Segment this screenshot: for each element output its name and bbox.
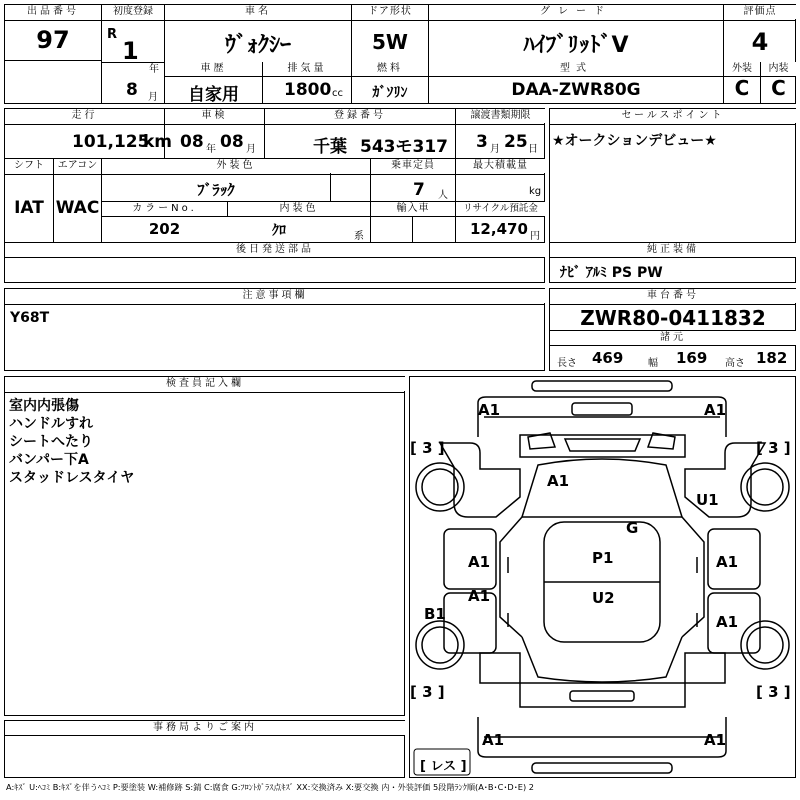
mark-roof-rear: U2 xyxy=(592,589,615,607)
ext-color: ﾌﾞﾗｯｸ xyxy=(197,181,235,199)
mark-front-left: A1 xyxy=(478,401,501,419)
car-name-label: 車名 xyxy=(165,5,351,19)
exterior-label: 外装 xyxy=(724,62,760,76)
specs-label: 諸元 xyxy=(550,331,796,345)
score: 4 xyxy=(751,28,769,56)
sales-point: ★オークションデビュー★ xyxy=(552,133,717,149)
transfer-month: 3 xyxy=(476,132,488,152)
displacement-label: 排気量 xyxy=(263,62,351,76)
max-load-unit: kg xyxy=(529,186,542,197)
era: R xyxy=(107,27,118,42)
km-unit: km xyxy=(143,132,173,152)
equipment: ﾅﾋﾞ ｱﾙﾐ PS PW xyxy=(560,265,663,281)
length-label: 長さ xyxy=(557,358,577,369)
mark-door-front-left: A1 xyxy=(468,553,491,571)
door-type: 5W xyxy=(372,30,408,54)
inspector-line: スタッドレスタイヤ xyxy=(9,470,135,486)
insp-year-unit: 年 xyxy=(206,144,216,155)
exterior-grade: C xyxy=(734,76,750,100)
spare-tire: [ レス ] xyxy=(420,759,467,774)
legend: A:ｷｽﾞ U:ﾍｺﾐ B:ｷｽﾞを伴うﾍｺﾐ P:要塗装 W:補修跡 S:錆 C:腐食 G:ﾌﾛﾝﾄｶﾞﾗｽ点ｷｽﾞ XX:交換済み X:要交換 内・外装評価 5段階ﾗﾝｸ順(A･B･C･D･E) 2 xyxy=(6,782,534,792)
insp-year: 08 xyxy=(180,132,204,152)
shift-label: シフト xyxy=(5,159,53,173)
mark-front-right: A1 xyxy=(704,401,727,419)
plate-label: 登録番号 xyxy=(265,109,455,123)
reg-year: 1 xyxy=(122,37,139,65)
cc-unit: cc xyxy=(332,88,343,99)
tire-tread-fl: [ 3 ] xyxy=(410,439,445,457)
inspector-label: 検査員記入欄 xyxy=(5,377,405,391)
int-color: ｸﾛ xyxy=(272,223,286,239)
inspector-line: ハンドルすれ xyxy=(9,416,93,432)
height: 182 xyxy=(756,349,788,367)
recycle-unit: 円 xyxy=(530,231,540,242)
tire-tread-fr: [ 3 ] xyxy=(756,439,791,457)
fuel-label: 燃料 xyxy=(352,62,428,76)
width: 169 xyxy=(676,349,708,367)
height-label: 高さ xyxy=(725,358,745,369)
max-load-label: 最大積載量 xyxy=(456,159,545,173)
int-color-suffix: 系 xyxy=(354,231,364,242)
model: DAA-ZWR80G xyxy=(511,80,641,100)
reg-month: 8 xyxy=(126,80,138,100)
length: 469 xyxy=(592,349,624,367)
later-parts-label: 後日発送部品 xyxy=(5,243,545,257)
model-label: 型式 xyxy=(429,62,723,76)
grade: ﾊｲﾌﾞﾘｯﾄﾞV xyxy=(523,33,629,58)
inspector-line: バンパー下A xyxy=(9,452,89,468)
equipment-label: 純正装備 xyxy=(550,243,796,257)
car-name: ｳﾞｫｸｼｰ xyxy=(224,33,291,58)
caution-label: 注意事項欄 xyxy=(5,289,545,303)
transfer-day: 25 xyxy=(504,132,528,152)
mark-quarter-left: B1 xyxy=(424,605,446,623)
inspection-label: 車検 xyxy=(165,109,264,123)
tire-tread-rr: [ 3 ] xyxy=(756,683,791,701)
mark-windshield: G xyxy=(626,519,639,537)
interior-grade: C xyxy=(771,76,786,100)
ext-color-label: 外装色 xyxy=(102,159,370,173)
caution-text: Y68T xyxy=(10,310,50,326)
tire-tread-rl: [ 3 ] xyxy=(410,683,445,701)
capacity-unit: 人 xyxy=(438,190,448,201)
insp-month-unit: 月 xyxy=(246,144,256,155)
plate-pref: 千葉 xyxy=(313,137,347,157)
mark-roof-front: P1 xyxy=(592,549,614,567)
history-label: 車歴 xyxy=(165,62,262,76)
fuel: ｶﾞｿﾘﾝ xyxy=(372,85,408,101)
capacity: 7 xyxy=(413,180,425,200)
car-diagram xyxy=(409,376,796,778)
grade-label: グレード xyxy=(429,5,723,19)
transfer-label: 譲渡書類期限 xyxy=(456,109,545,123)
lot-label: 出品番号 xyxy=(5,5,101,19)
mileage-label: 走行 xyxy=(5,109,164,123)
recycle-label: リサイクル預託金 xyxy=(456,202,545,216)
year-unit: 年 xyxy=(149,64,159,75)
chassis-number: ZWR80-0411832 xyxy=(580,306,766,330)
sales-point-label: セールスポイント xyxy=(550,109,796,123)
width-label: 幅 xyxy=(648,358,658,369)
office-label: 事務局よりご案内 xyxy=(5,721,405,735)
chassis-label: 車台番号 xyxy=(550,289,796,303)
inspector-line: シートへたり xyxy=(9,434,93,450)
mark-rear-left: A1 xyxy=(482,731,505,749)
ac-label: エアコン xyxy=(54,159,101,173)
mileage: 101,125 xyxy=(72,132,150,152)
capacity-label: 乗車定員 xyxy=(371,159,455,173)
displacement: 1800 xyxy=(284,80,332,100)
score-label: 評価点 xyxy=(724,5,796,19)
recycle-fee: 12,470 xyxy=(470,220,528,238)
color-no-label: カラーNo. xyxy=(102,202,227,216)
history: 自家用 xyxy=(188,85,239,105)
mark-rear-right: A1 xyxy=(704,731,727,749)
mark-door-rear-left: A1 xyxy=(468,587,491,605)
insp-month: 08 xyxy=(220,132,244,152)
plate-number: 543モ317 xyxy=(360,137,448,157)
mark-hood: A1 xyxy=(547,472,570,490)
interior-label: 内装 xyxy=(761,62,796,76)
lot-number: 97 xyxy=(36,26,70,54)
import-label: 輸入車 xyxy=(371,202,455,216)
transfer-month-unit: 月 xyxy=(490,144,500,155)
mark-door-rear-right: A1 xyxy=(716,613,739,631)
inspector-line: 室内内張傷 xyxy=(9,398,79,414)
transfer-day-unit: 日 xyxy=(528,144,538,155)
car-outline xyxy=(410,377,795,777)
ac: WAC xyxy=(55,198,100,218)
mark-fender-right: U1 xyxy=(696,491,719,509)
mark-door-front-right: A1 xyxy=(716,553,739,571)
door-label: ドア形状 xyxy=(352,5,428,19)
int-color-label: 内装色 xyxy=(228,202,370,216)
month-unit: 月 xyxy=(148,92,158,103)
color-no: 202 xyxy=(148,220,181,238)
shift: IAT xyxy=(14,198,44,218)
first-reg-label: 初度登録 xyxy=(102,5,164,19)
